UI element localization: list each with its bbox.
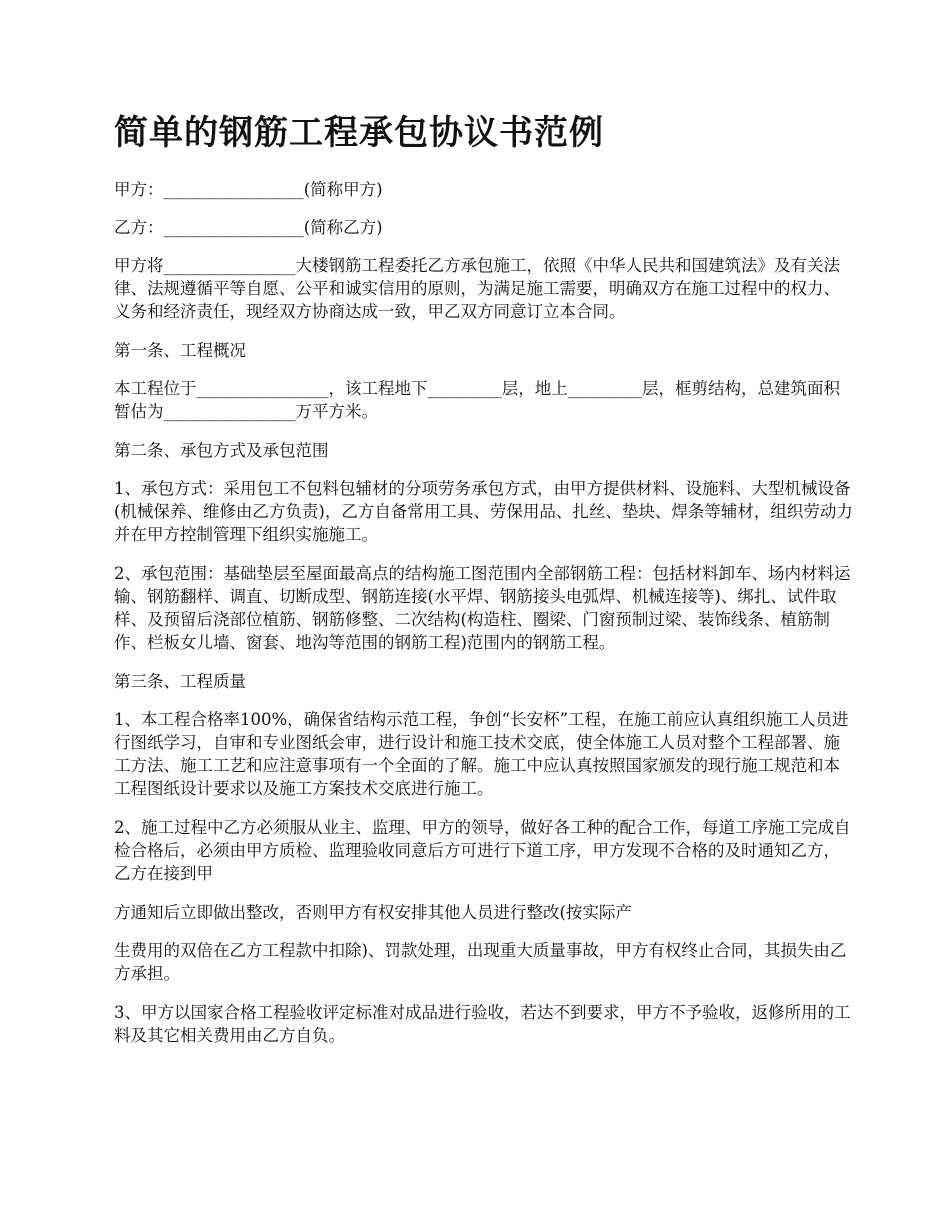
party-a-line: 甲方：_________________(简称甲方) <box>114 180 383 199</box>
article-2-item-1: 1、承包方式：采用包工不包料包辅材的分项劳务承包方式，由甲方提供材料、设施料、大型机械设备(机械保养、维修由乙方负责)，乙方自备常用工具、劳保用品、扎丝、垫块、焊条等辅材，组织劳动力并在甲方控制管理下组织实施施工。 <box>114 479 853 544</box>
article-1-heading: 第一条、工程概况 <box>114 341 246 360</box>
article-3-item-2-continued: 方通知后立即做出整改，否则甲方有权安排其他人员进行整改(按实际产 <box>114 903 632 922</box>
preamble-paragraph: 甲方将________________大楼钢筋工程委托乙方承包施工，依照《中华人民共和国建筑法》及有关法律、法规遵循平等自愿、公平和诚实信用的原则，为满足施工需要，明确双方在施工过程中的权力、义务和经济责任，现经双方协商达成一致，甲乙双方同意订立本合同。 <box>114 256 840 321</box>
article-1-paragraph: 本工程位于________________，该工程地下_________层，地上_________层，框剪结构，总建筑面积暂估为________________万平方米。 <box>114 379 840 421</box>
article-3-item-1: 1、本工程合格率100%，确保省结构示范工程，争创“长安杯”工程，在施工前应认真组织施工人员进行图纸学习，自审和专业图纸会审，进行设计和施工技术交底，使全体施工人员对整个工程部署、施工方法、施工工艺和应注意事项有一个全面的了解。施工中应认真按照国家颁发的现行施工规范和本工程图纸设计要求以及施工方案技术交底进行施工。 <box>114 710 849 798</box>
article-3-item-2-end: 生费用的双倍在乙方工程款中扣除)、罚款处理，出现重大质量事故，甲方有权终止合同，其损失由乙方承担。 <box>114 941 847 983</box>
document-body <box>114 178 854 1063</box>
document-title: 简单的钢筋工程承包协议书范例 <box>114 113 604 153</box>
party-b-line: 乙方：_________________(简称乙方) <box>114 218 383 237</box>
article-3-item-2: 2、施工过程中乙方必须服从业主、监理、甲方的领导，做好各工种的配合工作，每道工序施工完成自检合格后，必须由甲方质检、监理验收同意后方可进行下道工序，甲方发现不合格的及时通知乙方，乙方在接到甲 <box>114 818 851 883</box>
article-3-heading: 第三条、工程质量 <box>114 672 246 691</box>
article-3-item-3: 3、甲方以国家合格工程验收评定标准对成品进行验收，若达不到要求，甲方不予验收，返修所用的工料及其它相关费用由乙方自负。 <box>114 1003 851 1045</box>
article-2-item-2: 2、承包范围：基础垫层至屋面最高点的结构施工图范围内全部钢筋工程：包括材料卸车、场内材料运输、钢筋翻样、调直、切断成型、钢筋连接(水平焊、钢筋接头电弧焊、机械连接等)、绑扎、试件取样、及预留后浇部位植筋、钢筋修整、二次结构(构造柱、圈梁、门窗预制过梁、装饰线条、植筋制作、栏板女儿墙、窗套、地沟等范围的钢筋工程)范围内的钢筋工程。 <box>114 564 851 652</box>
article-2-heading: 第二条、承包方式及承包范围 <box>114 441 329 460</box>
